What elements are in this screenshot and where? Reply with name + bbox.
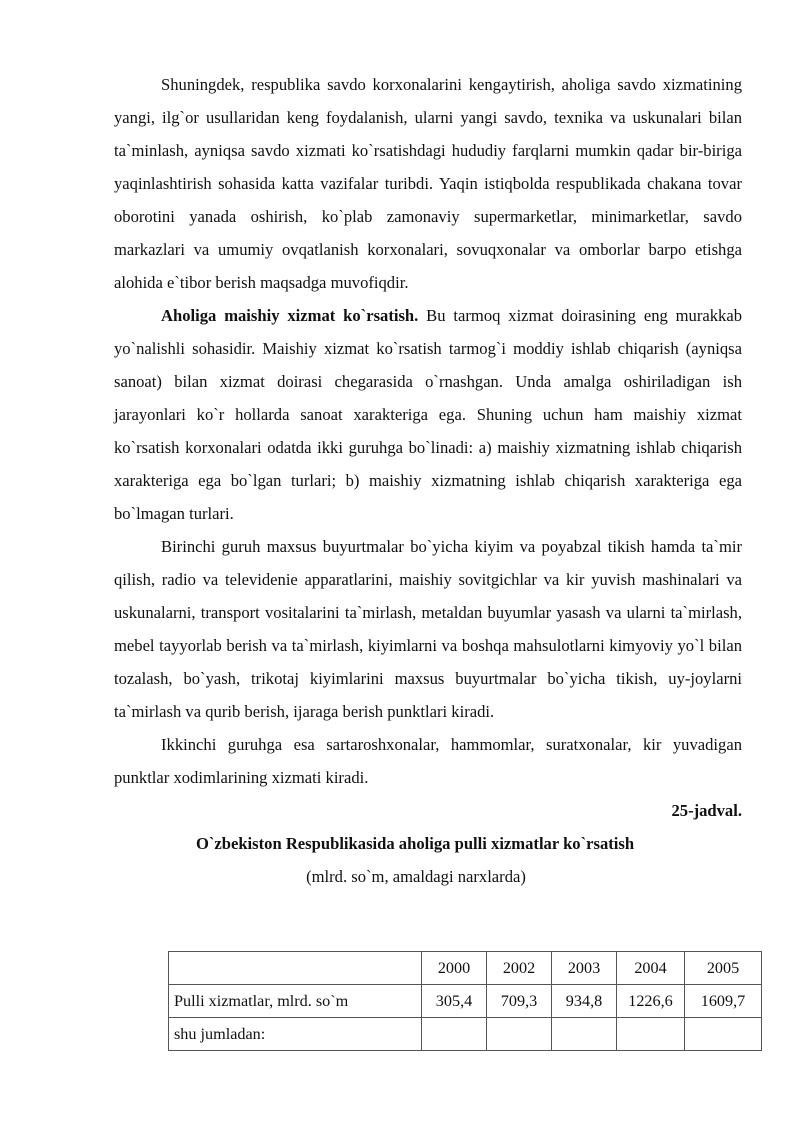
header-cell-2004: 2004	[617, 952, 685, 985]
table-title: O`zbekiston Respublikasida aholiga pulli xizmatlar ko`rsatish	[195, 834, 635, 853]
table-number: 25-jadval.	[671, 801, 742, 820]
document-body	[114, 68, 742, 893]
header-cell-2000: 2000	[422, 952, 487, 985]
table-subtitle: (mlrd. so`m, amaldagi narxlarda)	[306, 867, 526, 886]
table-cell: 1226,6	[617, 985, 685, 1018]
table-cell	[617, 1018, 685, 1051]
table-cell: 934,8	[552, 985, 617, 1018]
table-cell: 709,3	[487, 985, 552, 1018]
paragraph-2	[114, 299, 742, 530]
header-cell-2003: 2003	[552, 952, 617, 985]
paragraph-4: Ikkinchi guruhga esa sartaroshxonalar, hammomlar, suratxonalar, kir yuvadigan punktlar xodimlarining xizmati kiradi.	[114, 735, 742, 787]
header-cell-label	[169, 952, 422, 985]
section-heading: Aholiga maishiy xizmat ko`rsatish.	[161, 306, 419, 325]
services-table	[168, 951, 762, 1051]
table-cell	[487, 1018, 552, 1051]
table-cell	[552, 1018, 617, 1051]
table-row	[169, 1018, 762, 1051]
table-cell	[422, 1018, 487, 1051]
paragraph-1: Shuningdek, respublika savdo korxonalarini kengaytirish, aholiga savdo xizmatining yangi, ilg`or usullaridan keng foydalanish, ularni yangi savdo, texnika va uskunalari bilan ta`minlash, ayniqsa savdo xizmati ko`rsatishdagi hududiy farqlarni mumkin qadar bir-biriga yaqinlashtirish sohasida katta vazifalar turibdi. Yaqin istiqbolda respublikada chakana tovar oborotini yanada oshirish, ko`plab zamonaviy supermarketlar, minimarketlar, savdo markazlari va umumiy ovqatlanish korxonalari, sovuqxonalar va omborlar barpo etishga alohida e`tibor berish maqsadga muvofiqdir.	[114, 75, 742, 292]
paragraph-2-text: Bu tarmoq xizmat doirasining eng murakkab yo`nalishli sohasidir. Maishiy xizmat ko`rsatish tarmog`i moddiy ishlab chiqarish (ayniqsa sanoat) bilan xizmat doirasi chegarasida o`rnashgan. Unda amalga oshiriladigan ish jarayonlari ko`r hollarda sanoat xarakteriga ega. Shuning uchun ham maishiy xizmat ko`rsatish korxonalari odatda ikki guruhga bo`linadi: a) maishiy xizmatning ishlab chiqarish xarakteriga ega bo`lgan turlari; b) maishiy xizmatning ishlab chiqarish xarakteriga ega bo`lmagan turlari.	[114, 306, 743, 523]
header-cell-2005: 2005	[685, 952, 762, 985]
table-row	[169, 985, 762, 1018]
paragraph-3: Birinchi guruh maxsus buyurtmalar bo`yicha kiyim va poyabzal tikish hamda ta`mir qilish, radio va televidenie apparatlarini, maishiy sovitgichlar va kir yuvish mashinalari va uskunalarni, transport vositalarini ta`mirlash, metaldan buyumlar yasash va ularni ta`mirlash, mebel tayyorlab berish va ta`mirlash, kiyimlarni va boshqa mahsulotlarni kimyoviy yo`l bilan tozalash, bo`yash, trikotaj kiyimlarini maxsus buyurtmalar bo`yicha tikish, uy-joylarni ta`mirlash va qurib berish, ijaraga berish punktlari kiradi.	[114, 537, 742, 721]
table-cell: 1609,7	[685, 985, 762, 1018]
table-cell	[685, 1018, 762, 1051]
table-header-row	[169, 952, 762, 985]
row-label: shu jumladan:	[169, 1018, 422, 1051]
row-label: Pulli xizmatlar, mlrd. so`m	[169, 985, 422, 1018]
header-cell-2002: 2002	[487, 952, 552, 985]
table-cell: 305,4	[422, 985, 487, 1018]
